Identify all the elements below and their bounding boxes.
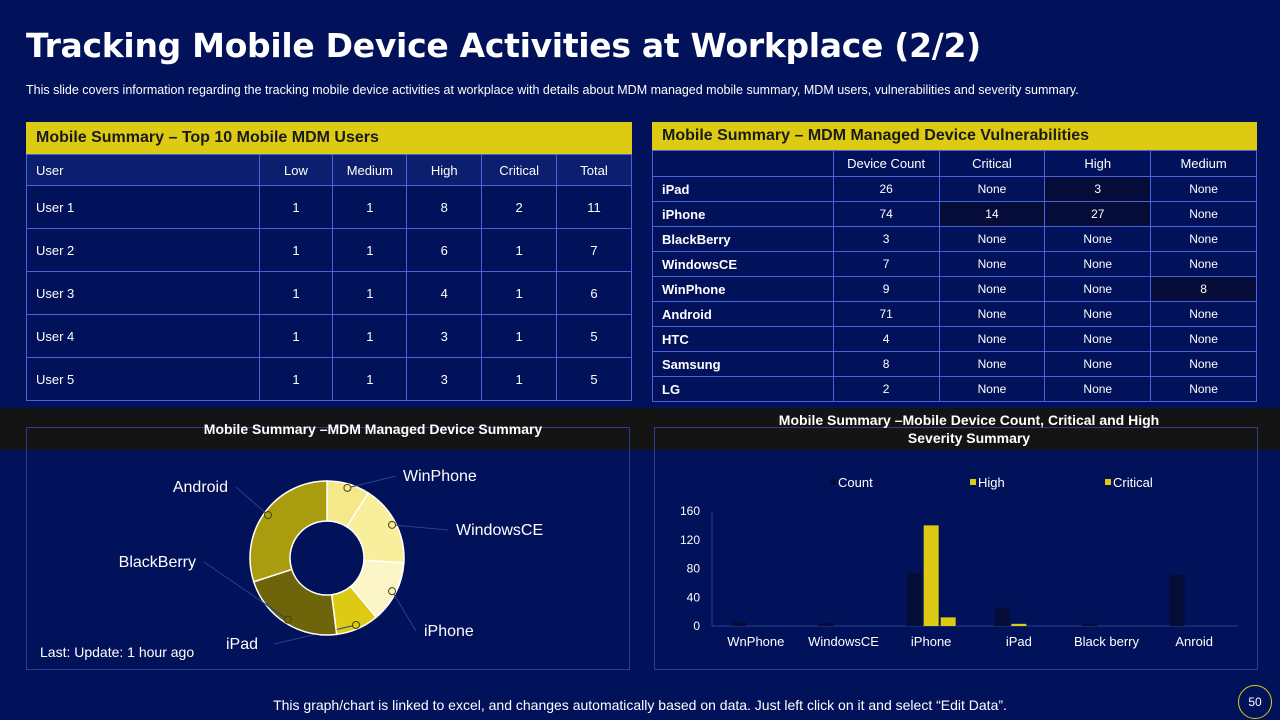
table-cell: 1 xyxy=(333,315,407,358)
table-cell: 7 xyxy=(557,229,632,272)
table-cell: None xyxy=(939,252,1045,277)
donut-leader-dot xyxy=(352,621,359,628)
table-cell: None xyxy=(1151,352,1257,377)
col-header: Device Count xyxy=(833,151,939,177)
table-cell: None xyxy=(1151,302,1257,327)
table-row xyxy=(653,227,1257,252)
col-header: High xyxy=(407,155,482,186)
col-header: User xyxy=(27,155,260,186)
table-cell: None xyxy=(1151,252,1257,277)
table-cell: None xyxy=(1151,327,1257,352)
donut-slice-label: WindowsCE xyxy=(456,522,544,539)
table-cell: 1 xyxy=(482,358,557,401)
donut-leader-dot xyxy=(389,521,396,528)
table-cell: 1 xyxy=(333,358,407,401)
device-summary-donut-chart xyxy=(20,450,640,700)
x-tick-label: Anroid xyxy=(1175,634,1213,649)
table-cell: WinPhone xyxy=(653,277,834,302)
y-tick-label: 160 xyxy=(679,504,700,518)
donut-chart-title: Mobile Summary –MDM Managed Device Summary xyxy=(203,421,543,437)
table-cell: None xyxy=(1151,177,1257,202)
bar-chart-title xyxy=(654,411,1280,447)
table-cell: 14 xyxy=(939,202,1045,227)
donut-leader-line xyxy=(347,476,396,488)
bar-high xyxy=(924,525,939,626)
col-header: Critical xyxy=(482,155,557,186)
bar-chart-title-line: Mobile Summary –Mobile Device Count, Critical and High xyxy=(778,412,1160,428)
table-cell: 1 xyxy=(259,186,333,229)
table-cell: 1 xyxy=(259,315,333,358)
table-cell: 7 xyxy=(833,252,939,277)
table-cell: User 1 xyxy=(27,186,260,229)
table-cell: None xyxy=(1045,327,1151,352)
table-cell: Samsung xyxy=(653,352,834,377)
table-cell: None xyxy=(1151,377,1257,402)
table-cell: BlackBerry xyxy=(653,227,834,252)
vuln-table-header-row xyxy=(653,151,1257,177)
users-table-header-row xyxy=(27,155,632,186)
table-row xyxy=(653,177,1257,202)
table-cell: 1 xyxy=(333,186,407,229)
table-cell: None xyxy=(1045,252,1151,277)
table-cell: 3 xyxy=(407,315,482,358)
table-cell: Android xyxy=(653,302,834,327)
table-cell: User 5 xyxy=(27,358,260,401)
donut-leader-dot xyxy=(344,484,351,491)
donut-slice xyxy=(254,569,337,635)
table-row xyxy=(653,327,1257,352)
col-header: Critical xyxy=(939,151,1045,177)
table-cell: 9 xyxy=(833,277,939,302)
col-header: Total xyxy=(557,155,632,186)
table-cell: 11 xyxy=(557,186,632,229)
table-cell: 3 xyxy=(407,358,482,401)
donut-slice-label: WinPhone xyxy=(403,468,477,485)
table-cell: 5 xyxy=(557,315,632,358)
bar-high xyxy=(1011,624,1026,626)
slide-subtitle: This slide covers information regarding the tracking mobile device activities at workplace with details about MDM managed mobile summary, MDM users, vulnerabilities and severity summary. xyxy=(26,83,1079,97)
x-tick-label: iPad xyxy=(1005,634,1032,649)
table-cell: 74 xyxy=(833,202,939,227)
x-tick-label: Black berry xyxy=(1073,634,1140,649)
table-cell: None xyxy=(939,352,1045,377)
col-header: Low xyxy=(259,155,333,186)
table-row xyxy=(27,186,632,229)
users-table xyxy=(26,154,632,401)
table-row xyxy=(27,358,632,401)
table-cell: iPad xyxy=(653,177,834,202)
table-cell: 4 xyxy=(833,327,939,352)
bar-count xyxy=(1170,575,1185,626)
donut-slice-label: Android xyxy=(172,479,228,496)
table-cell: 2 xyxy=(833,377,939,402)
table-row xyxy=(27,315,632,358)
legend-label: High xyxy=(978,475,1005,490)
legend-label: Critical xyxy=(1113,475,1153,490)
table-cell: 8 xyxy=(1151,277,1257,302)
table-cell: LG xyxy=(653,377,834,402)
table-cell: User 4 xyxy=(27,315,260,358)
col-header: High xyxy=(1045,151,1151,177)
table-cell: 27 xyxy=(1045,202,1151,227)
table-cell: 2 xyxy=(482,186,557,229)
table-row xyxy=(653,302,1257,327)
table-row xyxy=(27,229,632,272)
donut-leader-dot xyxy=(389,588,396,595)
vuln-table-heading: Mobile Summary – MDM Managed Device Vulnerabilities xyxy=(652,122,1257,150)
table-cell: 71 xyxy=(833,302,939,327)
table-row xyxy=(653,352,1257,377)
x-tick-label: WindowsCE xyxy=(808,634,879,649)
bar-count xyxy=(1082,624,1097,626)
bar-count xyxy=(819,623,834,626)
table-cell: 6 xyxy=(407,229,482,272)
legend-swatch xyxy=(1105,479,1111,485)
table-row xyxy=(653,377,1257,402)
table-cell: 1 xyxy=(259,358,333,401)
table-cell: None xyxy=(939,227,1045,252)
table-cell: None xyxy=(1151,202,1257,227)
donut-leader-line xyxy=(236,487,268,515)
table-cell: None xyxy=(939,302,1045,327)
table-cell: 4 xyxy=(407,272,482,315)
table-cell: 8 xyxy=(407,186,482,229)
bar-count xyxy=(907,573,922,626)
table-cell: User 2 xyxy=(27,229,260,272)
col-header xyxy=(653,151,834,177)
table-cell: 5 xyxy=(557,358,632,401)
table-cell: 8 xyxy=(833,352,939,377)
x-tick-label: iPhone xyxy=(910,634,952,649)
y-tick-label: 80 xyxy=(686,561,700,576)
table-cell: None xyxy=(1045,352,1151,377)
table-cell: 26 xyxy=(833,177,939,202)
donut-slice-label: iPhone xyxy=(424,623,474,640)
bar-count xyxy=(994,607,1009,626)
vuln-table xyxy=(652,150,1257,402)
footer-note: This graph/chart is linked to excel, and changes automatically based on data. Just left click on it and select “Edit Data”. xyxy=(273,697,1007,713)
table-row xyxy=(653,277,1257,302)
table-cell: None xyxy=(1045,377,1151,402)
donut-leader-dot xyxy=(264,512,271,519)
donut-slice xyxy=(250,481,327,582)
col-header: Medium xyxy=(1151,151,1257,177)
y-tick-label: 0 xyxy=(693,619,700,633)
table-cell: 1 xyxy=(259,229,333,272)
table-cell: None xyxy=(939,327,1045,352)
users-table-heading: Mobile Summary – Top 10 Mobile MDM Users xyxy=(26,122,632,154)
table-row xyxy=(653,202,1257,227)
donut-leader-dot xyxy=(284,616,291,623)
severity-bar-chart xyxy=(660,455,1260,675)
table-cell: 3 xyxy=(1045,177,1151,202)
donut-leader-line xyxy=(392,525,448,530)
table-row xyxy=(27,272,632,315)
last-update-text: Last: Update: 1 hour ago xyxy=(40,644,195,660)
legend-label: Count xyxy=(838,475,873,490)
x-tick-label: WnPhone xyxy=(727,634,785,649)
donut-slice-label: BlackBerry xyxy=(118,554,196,571)
table-cell: 1 xyxy=(259,272,333,315)
bar-chart-title-line: Severity Summary xyxy=(907,430,1031,446)
table-cell: 1 xyxy=(482,272,557,315)
table-cell: HTC xyxy=(653,327,834,352)
bar-critical xyxy=(941,617,956,626)
table-cell: WindowsCE xyxy=(653,252,834,277)
table-cell: None xyxy=(1151,227,1257,252)
table-cell: 1 xyxy=(482,229,557,272)
donut-slice-label: iPad xyxy=(225,636,258,653)
page-number: 50 xyxy=(1238,685,1272,719)
slide-title: Tracking Mobile Device Activities at Workplace (2/2) xyxy=(26,26,981,65)
table-cell: 1 xyxy=(482,315,557,358)
table-cell: None xyxy=(1045,277,1151,302)
table-cell: None xyxy=(1045,302,1151,327)
table-cell: None xyxy=(939,277,1045,302)
table-cell: None xyxy=(1045,227,1151,252)
table-cell: 3 xyxy=(833,227,939,252)
y-tick-label: 120 xyxy=(679,532,700,547)
legend-swatch xyxy=(970,479,976,485)
table-cell: 1 xyxy=(333,272,407,315)
legend-swatch xyxy=(830,479,836,485)
table-cell: None xyxy=(939,177,1045,202)
bar-count xyxy=(731,622,746,626)
table-cell: 6 xyxy=(557,272,632,315)
table-cell: None xyxy=(939,377,1045,402)
table-row xyxy=(653,252,1257,277)
donut-leader-line xyxy=(392,591,416,631)
table-cell: User 3 xyxy=(27,272,260,315)
table-cell: 1 xyxy=(333,229,407,272)
table-cell: iPhone xyxy=(653,202,834,227)
col-header: Medium xyxy=(333,155,407,186)
y-tick-label: 40 xyxy=(686,590,700,605)
